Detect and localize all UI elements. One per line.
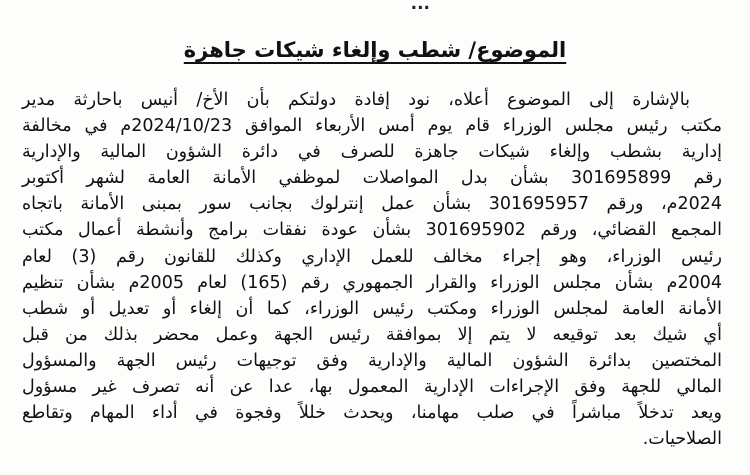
subject-line — [0, 38, 750, 62]
body-line: رئيس الوزراء، وهو إجراء مخالف للعمل الإداري وكذلك للقانون رقم (3) لعام — [22, 246, 722, 267]
letter-body — [22, 87, 722, 452]
cut-off-top-text: ... — [410, 0, 430, 14]
body-line: المختصين بدائرة الشؤون المالية والإدارية وفق توجيهات رئيس الجهة والمسؤول — [22, 350, 722, 371]
body-line: أي شيك بعد توقيعه لا يتم إلا بموافقة رئيس الجهة وعمل محضر بذلك من قبل — [22, 324, 722, 345]
body-line: 2004م بشأن مجلس الوزراء والقرار الجمهوري رقم (165) لعام 2005م بشأن تنظيم — [22, 272, 723, 293]
body-line: بالإشارة إلى الموضوع أعلاه، نود إفادة دولتكم بأن الأخ/ أنيس باحارثة مدير — [22, 90, 690, 110]
body-line: مكتب رئيس مجلس الوزراء قام يوم أمس الأربعاء الموافق 2024/10/23م في مخالفة — [22, 116, 723, 137]
body-line: 2024م، ورقم 301695957 بشأن عمل إنترلوك بجانب سور بمبنى الأمانة باتجاه — [22, 194, 722, 215]
body-line: إدارية بشطب وإلغاء شيكات جاهزة للصرف في دائرة الشؤون المالية والإدارية — [22, 142, 722, 163]
body-line: المجمع القضائي، ورقم 301695902 بشأن عودة نفقات برامج وأنشطة أعمال مكتب — [22, 220, 722, 241]
body-line: الأمانة العامة لمجلس الوزراء ومكتب رئيس الوزراء، كما أن إلغاء أو تعديل أو شطب — [22, 298, 722, 319]
body-line: المالي للجهة وفق الإجراءات الإدارية المعمول بها، عدا عن أنه تصرف غير مسؤول — [22, 377, 722, 398]
body-line: رقم 301695899 بشأن بدل المواصلات لموظفي الأمانة العامة لشهر أكتوبر — [22, 168, 722, 189]
body-line: الصلاحيات. — [642, 429, 722, 450]
subject-text: الموضوع/ شطب وإلغاء شيكات جاهزة — [183, 38, 567, 62]
body-line: ويعد تدخلاً مباشراً في صلب مهامنا، ويحدث خللاً وفجوة في أداء المهام وتقاطع — [22, 403, 722, 424]
